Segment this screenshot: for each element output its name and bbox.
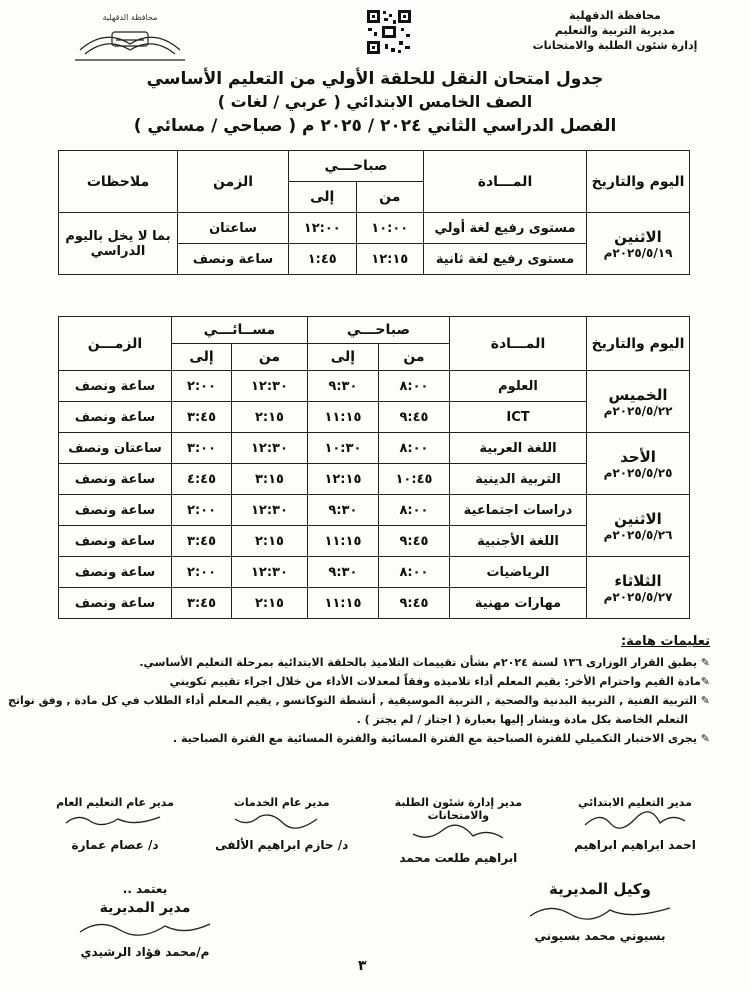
- page-number: ٣: [358, 958, 367, 974]
- morning-to-cell: ٩:٣٠: [307, 495, 378, 526]
- subject-cell: اللغة العربية: [450, 433, 587, 464]
- col-morning-to: إلى: [307, 344, 378, 371]
- duration-cell: ساعة ونصف: [59, 588, 172, 619]
- day-cell: [587, 371, 690, 433]
- table-row: [59, 557, 690, 588]
- handwritten-signature: [60, 809, 170, 831]
- col-evening-from: من: [232, 344, 308, 371]
- deputy-name: بسيوني محمد بسيوني: [534, 929, 666, 943]
- instruction-item: ✎ التربية الفنية , التربية البدنية والصحية , التربية الموسيقية , أنشطة التوكاتسو , يقيم المعلم أداء الطلاب في كل مادة , وفق نواتج: [7, 694, 710, 707]
- evening-from-cell: ٢:١٥: [232, 588, 308, 619]
- evening-to-cell: ٣:٤٥: [172, 402, 232, 433]
- day-date: ٢٠٢٥/٥/٢٦م: [603, 527, 673, 542]
- morning-from-cell: ٨:٠٠: [378, 495, 449, 526]
- evening-to-cell: ٢:٠٠: [172, 371, 232, 402]
- morning-to-cell: ١٠:٣٠: [307, 433, 378, 464]
- morning-from-cell: ٨:٠٠: [378, 557, 449, 588]
- morning-to-cell: ١١:١٥: [307, 402, 378, 433]
- morning-from-cell: ٩:٤٥: [378, 402, 449, 433]
- evening-from-cell: ٣:١٥: [232, 464, 308, 495]
- day-cell: [587, 557, 690, 619]
- instructions: [7, 632, 710, 748]
- morning-to-cell: ٩:٣٠: [307, 557, 378, 588]
- col-morning-to: إلى: [289, 182, 357, 213]
- day-cell: [587, 495, 690, 557]
- qr-code-icon: [365, 8, 413, 56]
- instruction-item-continuation: التعلم الخاصة بكل مادة ويشار إليها بعبارة ( اجتاز / لم يجتز ) .: [356, 713, 688, 726]
- pencil-icon: ✎: [696, 656, 710, 669]
- evening-to-cell: ٢:٠٠: [172, 557, 232, 588]
- col-morning-from: من: [356, 182, 424, 213]
- morning-from-cell: ١٠:٤٥: [378, 464, 449, 495]
- governorate-logo: [60, 10, 200, 70]
- time-from-cell: ١٠:٠٠: [356, 213, 424, 244]
- col-morning: صباحـــي: [289, 151, 424, 182]
- notes-cell: بما لا يخل باليوم الدراسي: [59, 213, 178, 275]
- subject-cell: الرياضيات: [450, 557, 587, 588]
- evening-to-cell: ٣:٠٠: [172, 433, 232, 464]
- evening-from-cell: ٢:١٥: [232, 526, 308, 557]
- instruction-item: ✎مادة القيم واحترام الأخر: يقيم المعلم أداء تلاميذه وفقاً لمعدلات الأداء من خلال اجراء تقييم تكويني: [169, 675, 710, 688]
- day-cell: [587, 213, 690, 275]
- signature-block: [40, 796, 190, 865]
- evening-to-cell: ٣:٤٥: [172, 526, 232, 557]
- evening-from-cell: ٢:١٥: [232, 402, 308, 433]
- day-name: الخميس: [608, 385, 668, 404]
- signature-name: ابراهيم طلعت محمد: [399, 851, 518, 865]
- evening-from-cell: ١٢:٣٠: [232, 371, 308, 402]
- evening-to-cell: ٤:٤٥: [172, 464, 232, 495]
- exam-title: جدول امتحان النقل للحلقة الأولي من التعليم الأساسي: [146, 69, 604, 89]
- col-subject: المـــادة: [450, 317, 587, 371]
- duration-cell: ساعة ونصف: [178, 244, 289, 275]
- duration-cell: ساعتان ونصف: [59, 433, 172, 464]
- duration-cell: ساعة ونصف: [59, 402, 172, 433]
- instructions-title: تعليمات هامة:: [620, 634, 710, 649]
- day-date: ٢٠٢٥/٥/٢٧م: [603, 589, 673, 604]
- schedule-table-2-body: [59, 371, 690, 619]
- col-duration: الزمن: [178, 151, 289, 213]
- handwritten-signature: [227, 809, 337, 831]
- pencil-icon: ✎: [700, 675, 710, 688]
- evening-from-cell: ١٢:٣٠: [232, 433, 308, 464]
- duration-cell: ساعة ونصف: [59, 371, 172, 402]
- subject-cell: مهارات مهنية: [450, 588, 587, 619]
- signature-title: مدير إدارة شئون الطلبة والامتحانات: [394, 796, 523, 822]
- day-date: ٢٠٢٥/٥/٢٢م: [603, 403, 673, 418]
- table-row: [59, 213, 690, 244]
- table-row: [59, 495, 690, 526]
- logo-text: محافظة الدقهلية: [102, 13, 158, 22]
- day-name: الاثنين: [614, 509, 662, 528]
- schedule-table-1: [58, 150, 690, 275]
- duration-cell: ساعة ونصف: [59, 557, 172, 588]
- subject-cell: دراسات اجتماعية: [450, 495, 587, 526]
- signature-title: مدير التعليم الابتدائي: [578, 796, 692, 809]
- day-name: الاثنين: [614, 227, 662, 246]
- subject-cell: مستوى رفيع لغة أولي: [424, 213, 587, 244]
- department-line: إدارة شئون الطلبة والامتحانات: [532, 39, 698, 52]
- col-morning: صباحـــي: [307, 317, 449, 344]
- time-to-cell: ١٢:٠٠: [289, 213, 357, 244]
- evening-to-cell: ٢:٠٠: [172, 495, 232, 526]
- time-to-cell: ١:٤٥: [289, 244, 357, 275]
- grade-title: الصف الخامس الابتدائي ( عربي / لغات ): [217, 92, 533, 111]
- approval-label: يعتمد ..: [122, 882, 168, 896]
- duration-cell: ساعة ونصف: [59, 464, 172, 495]
- handwritten-signature: [580, 809, 690, 831]
- col-evening: مســائـــي: [172, 317, 308, 344]
- morning-from-cell: ٩:٤٥: [378, 526, 449, 557]
- col-notes: ملاحظات: [59, 151, 178, 213]
- morning-to-cell: ١١:١٥: [307, 588, 378, 619]
- subject-cell: العلوم: [450, 371, 587, 402]
- evening-from-cell: ١٢:٣٠: [232, 557, 308, 588]
- col-subject: المـــادة: [424, 151, 587, 213]
- pencil-icon: ✎: [696, 732, 710, 745]
- governorate-line: محافظة الدقهلية: [569, 9, 661, 22]
- handwritten-signature: [70, 916, 220, 942]
- approval-name: م/محمد فؤاد الرشيدي: [80, 945, 210, 959]
- duration-cell: ساعة ونصف: [59, 526, 172, 557]
- handwritten-signature: [403, 822, 513, 844]
- time-from-cell: ١٢:١٥: [356, 244, 424, 275]
- table-row: [59, 433, 690, 464]
- handwritten-signature: [520, 898, 680, 926]
- day-name: الأحد: [620, 447, 656, 466]
- col-morning-from: من: [378, 344, 449, 371]
- morning-from-cell: ٨:٠٠: [378, 371, 449, 402]
- col-day-date: اليوم والتاريخ: [587, 317, 690, 371]
- col-duration: الزمـــن: [59, 317, 172, 371]
- term-title: الفصل الدراسي الثاني ٢٠٢٤ / ٢٠٢٥ م ( صباحي / مسائي ): [133, 116, 617, 136]
- document-titles: [40, 68, 710, 138]
- morning-from-cell: ٨:٠٠: [378, 433, 449, 464]
- col-evening-to: إلى: [172, 344, 232, 371]
- morning-to-cell: ١٢:١٥: [307, 464, 378, 495]
- day-cell: [587, 433, 690, 495]
- col-day-date: اليوم والتاريخ: [587, 151, 690, 213]
- table-row: [59, 371, 690, 402]
- signature-name: د/ حازم ابراهيم الألفى: [215, 838, 349, 852]
- morning-to-cell: ١١:١٥: [307, 526, 378, 557]
- signatures-row: [40, 796, 710, 865]
- signature-title: مدير عام التعليم العام: [56, 796, 174, 809]
- pencil-icon: ✎: [696, 694, 710, 707]
- signature-block: [207, 796, 357, 865]
- evening-from-cell: ١٢:٣٠: [232, 495, 308, 526]
- day-date: ٢٠٢٥/٥/٢٥م: [603, 465, 673, 480]
- instruction-item: ✎ يجرى الاختبار التكميلي للفترة الصباحية مع الفترة المسائية والفترة المسائية مع الفترة الصباحية .: [172, 732, 710, 745]
- signature-block: [560, 796, 710, 865]
- subject-cell: اللغة الأجنبية: [450, 526, 587, 557]
- approval-title: مدير المديرية: [99, 900, 191, 916]
- issuer-header: [520, 8, 710, 53]
- evening-to-cell: ٣:٤٥: [172, 588, 232, 619]
- deputy-title: وكيل المديرية: [549, 880, 651, 898]
- signature-name: د/ عصام عمارة: [71, 838, 159, 852]
- morning-from-cell: ٩:٤٥: [378, 588, 449, 619]
- signature-title: مدير عام الخدمات: [233, 796, 330, 809]
- signature-block: [373, 796, 543, 865]
- subject-cell: ICT: [450, 402, 587, 433]
- morning-to-cell: ٩:٣٠: [307, 371, 378, 402]
- approval-signature: [60, 882, 230, 959]
- duration-cell: ساعتان: [178, 213, 289, 244]
- day-name: الثلاثاء: [614, 571, 662, 590]
- directorate-line: مديرية التربية والتعليم: [554, 24, 676, 37]
- subject-cell: التربية الدينية: [450, 464, 587, 495]
- schedule-table-2: [58, 316, 690, 619]
- duration-cell: ساعة ونصف: [59, 495, 172, 526]
- deputy-signature: [510, 880, 690, 943]
- subject-cell: مستوى رفيع لغة ثانية: [424, 244, 587, 275]
- day-date: ٢٠٢٥/٥/١٩م: [603, 245, 673, 260]
- instruction-item: ✎ يطبق القرار الوزارى ١٣٦ لسنة ٢٠٢٤م بشأن تقييمات التلاميذ بالحلقة الابتدائية بمرحلة التعليم الأساسي.: [139, 656, 710, 669]
- signature-name: احمد ابراهيم ابراهيم: [574, 838, 696, 852]
